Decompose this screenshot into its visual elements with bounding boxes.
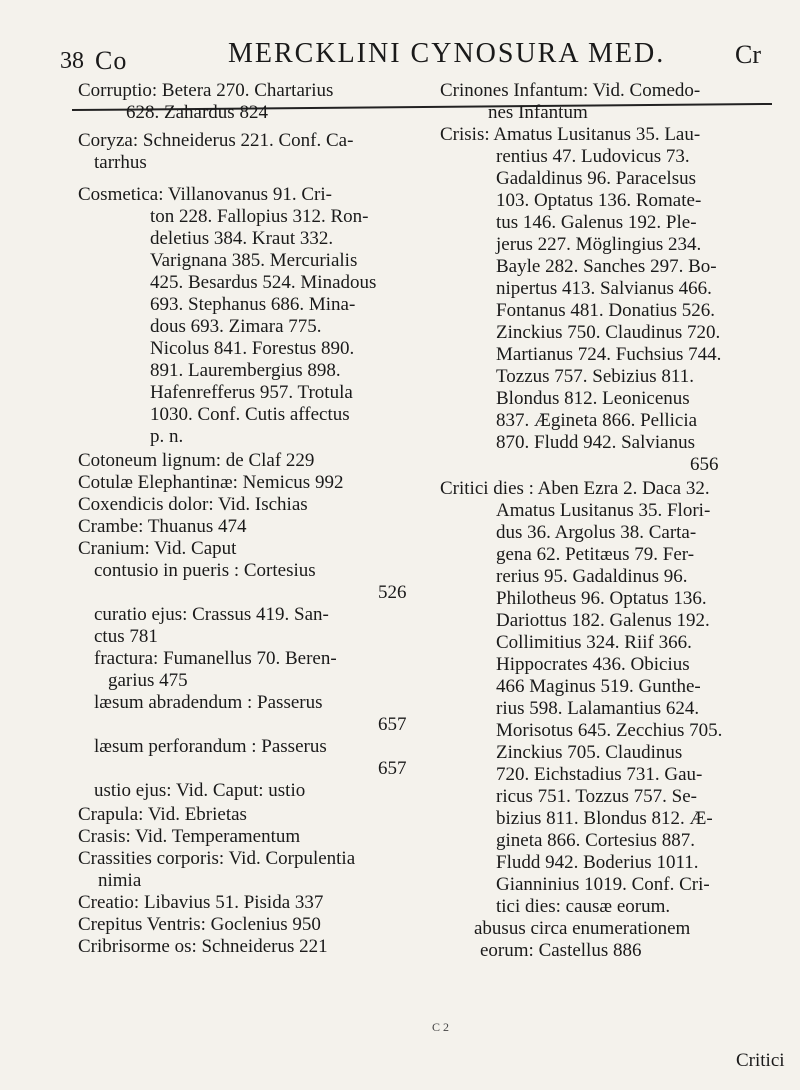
right-line: 870. Fludd 942. Salvianus bbox=[496, 432, 695, 453]
left-line: 891. Laurembergius 898. bbox=[150, 360, 341, 381]
right-line: Collimitius 324. Riif 366. bbox=[496, 632, 692, 653]
left-line: Nicolus 841. Forestus 890. bbox=[150, 338, 355, 359]
right-line: Bayle 282. Sanches 297. Bo- bbox=[496, 256, 717, 277]
right-line: Philotheus 96. Optatus 136. bbox=[496, 588, 707, 609]
left-line: Cosmetica: Villanovanus 91. Cri- bbox=[78, 184, 332, 205]
right-line: Crinones Infantum: Vid. Comedo- bbox=[440, 80, 701, 101]
right-line: rerius 95. Gadaldinus 96. bbox=[496, 566, 688, 587]
right-line: Critici dies : Aben Ezra 2. Daca 32. bbox=[440, 478, 710, 499]
left-line: Crasis: Vid. Temperamentum bbox=[78, 826, 301, 847]
left-line: Cotoneum lignum: de Claf 229 bbox=[78, 450, 315, 471]
signature-mark: C 2 bbox=[432, 1020, 450, 1034]
left-line: Creatio: Libavius 51. Pisida 337 bbox=[78, 892, 324, 913]
left-line: 693. Stephanus 686. Mina- bbox=[150, 294, 356, 315]
right-line: Dariottus 182. Galenus 192. bbox=[496, 610, 710, 631]
page-number: 38 bbox=[60, 48, 84, 74]
left-line: ustio ejus: Vid. Caput: ustio bbox=[94, 780, 306, 801]
right-line: jerus 227. Möglingius 234. bbox=[496, 234, 702, 255]
left-line: Crepitus Ventris: Goclenius 950 bbox=[78, 914, 321, 935]
left-line: Corruptio: Betera 270. Chartarius bbox=[78, 80, 334, 101]
left-line: nimia bbox=[98, 870, 142, 891]
left-line: læsum perforandum : Passerus bbox=[94, 736, 327, 757]
left-line: Cotulæ Elephantinæ: Nemicus 992 bbox=[78, 472, 344, 493]
left-line: dous 693. Zimara 775. bbox=[150, 316, 322, 337]
left-line: Crapula: Vid. Ebrietas bbox=[78, 804, 247, 825]
column-label: Co bbox=[95, 46, 128, 75]
left-line: Cribrisorme os: Schneiderus 221 bbox=[78, 936, 328, 957]
left-line: Crassities corporis: Vid. Corpulentia bbox=[78, 848, 356, 869]
right-line: Fontanus 481. Donatius 526. bbox=[496, 300, 716, 321]
left-line: tarrhus bbox=[94, 152, 147, 173]
right-line: nipertus 413. Salvianus 466. bbox=[496, 278, 712, 299]
right-line: gena 62. Petitæus 79. Fer- bbox=[496, 544, 695, 565]
right-line: nes Infantum bbox=[488, 102, 588, 123]
left-line: Hafenrefferus 957. Trotula bbox=[150, 382, 353, 403]
right-line: rentius 47. Ludovicus 73. bbox=[496, 146, 690, 167]
running-header bbox=[0, 30, 800, 80]
right-line: Fludd 942. Boderius 1011. bbox=[496, 852, 699, 873]
right-line: 656 bbox=[690, 454, 719, 475]
right-line: rius 598. Lalamantius 624. bbox=[496, 698, 700, 719]
column-label-right: Cr bbox=[735, 40, 761, 69]
page-title: MERCKLINI CYNOSURA MED. bbox=[228, 38, 666, 69]
right-line: bizius 811. Blondus 812. Æ- bbox=[496, 808, 713, 829]
right-line: Crisis: Amatus Lusitanus 35. Lau- bbox=[440, 124, 701, 145]
page-footer bbox=[0, 1050, 800, 1080]
right-line: 466 Maginus 519. Gunthe- bbox=[496, 676, 701, 697]
right-line: tus 146. Galenus 192. Ple- bbox=[496, 212, 697, 233]
left-line: curatio ejus: Crassus 419. San- bbox=[94, 604, 329, 625]
left-line: contusio in pueris : Cortesius bbox=[94, 560, 316, 581]
right-line: Amatus Lusitanus 35. Flori- bbox=[496, 500, 711, 521]
right-line: abusus circa enumerationem bbox=[474, 918, 691, 939]
left-line: læsum abradendum : Passerus bbox=[94, 692, 323, 713]
left-line: p. n. bbox=[150, 426, 184, 447]
right-line: Morisotus 645. Zecchius 705. bbox=[496, 720, 723, 741]
right-line: Martianus 724. Fuchsius 744. bbox=[496, 344, 722, 365]
right-line: Gadaldinus 96. Paracelsus bbox=[496, 168, 696, 189]
right-line: Zinckius 705. Claudinus bbox=[496, 742, 683, 763]
right-line: 837. Ægineta 866. Pellicia bbox=[496, 410, 698, 431]
left-line: garius 475 bbox=[108, 670, 188, 691]
left-line: 657 bbox=[378, 758, 407, 779]
left-line: Varignana 385. Mercurialis bbox=[150, 250, 358, 271]
right-line: Zinckius 750. Claudinus 720. bbox=[496, 322, 721, 343]
left-line: ctus 781 bbox=[94, 626, 158, 647]
right-line: 720. Eichstadius 731. Gau- bbox=[496, 764, 703, 785]
right-line: tici dies: causæ eorum. bbox=[496, 896, 671, 917]
right-line: Blondus 812. Leonicenus bbox=[496, 388, 690, 409]
left-line: Crambe: Thuanus 474 bbox=[78, 516, 247, 537]
right-line: ricus 751. Tozzus 757. Se- bbox=[496, 786, 697, 807]
left-line: fractura: Fumanellus 70. Beren- bbox=[94, 648, 337, 669]
right-line: 103. Optatus 136. Romate- bbox=[496, 190, 702, 211]
left-line: 657 bbox=[378, 714, 407, 735]
left-line: Cranium: Vid. Caput bbox=[78, 538, 237, 559]
left-line: Coxendicis dolor: Vid. Ischias bbox=[78, 494, 308, 515]
left-line: 425. Besardus 524. Minadous bbox=[150, 272, 377, 293]
right-line: Tozzus 757. Sebizius 811. bbox=[496, 366, 694, 387]
left-line: Coryza: Schneiderus 221. Conf. Ca- bbox=[78, 130, 354, 151]
right-line: dus 36. Argolus 38. Carta- bbox=[496, 522, 697, 543]
right-line: gineta 866. Cortesius 887. bbox=[496, 830, 695, 851]
left-line: 628. Zahardus 824 bbox=[126, 102, 268, 123]
left-line: 526 bbox=[378, 582, 407, 603]
left-line: ton 228. Fallopius 312. Ron- bbox=[150, 206, 369, 227]
left-line: deletius 384. Kraut 332. bbox=[150, 228, 334, 249]
left-line: 1030. Conf. Cutis affectus bbox=[150, 404, 350, 425]
right-line: Hippocrates 436. Obicius bbox=[496, 654, 690, 675]
catchword: Critici bbox=[736, 1050, 785, 1071]
right-line: eorum: Castellus 886 bbox=[480, 940, 642, 961]
right-line: Gianninius 1019. Conf. Cri- bbox=[496, 874, 710, 895]
